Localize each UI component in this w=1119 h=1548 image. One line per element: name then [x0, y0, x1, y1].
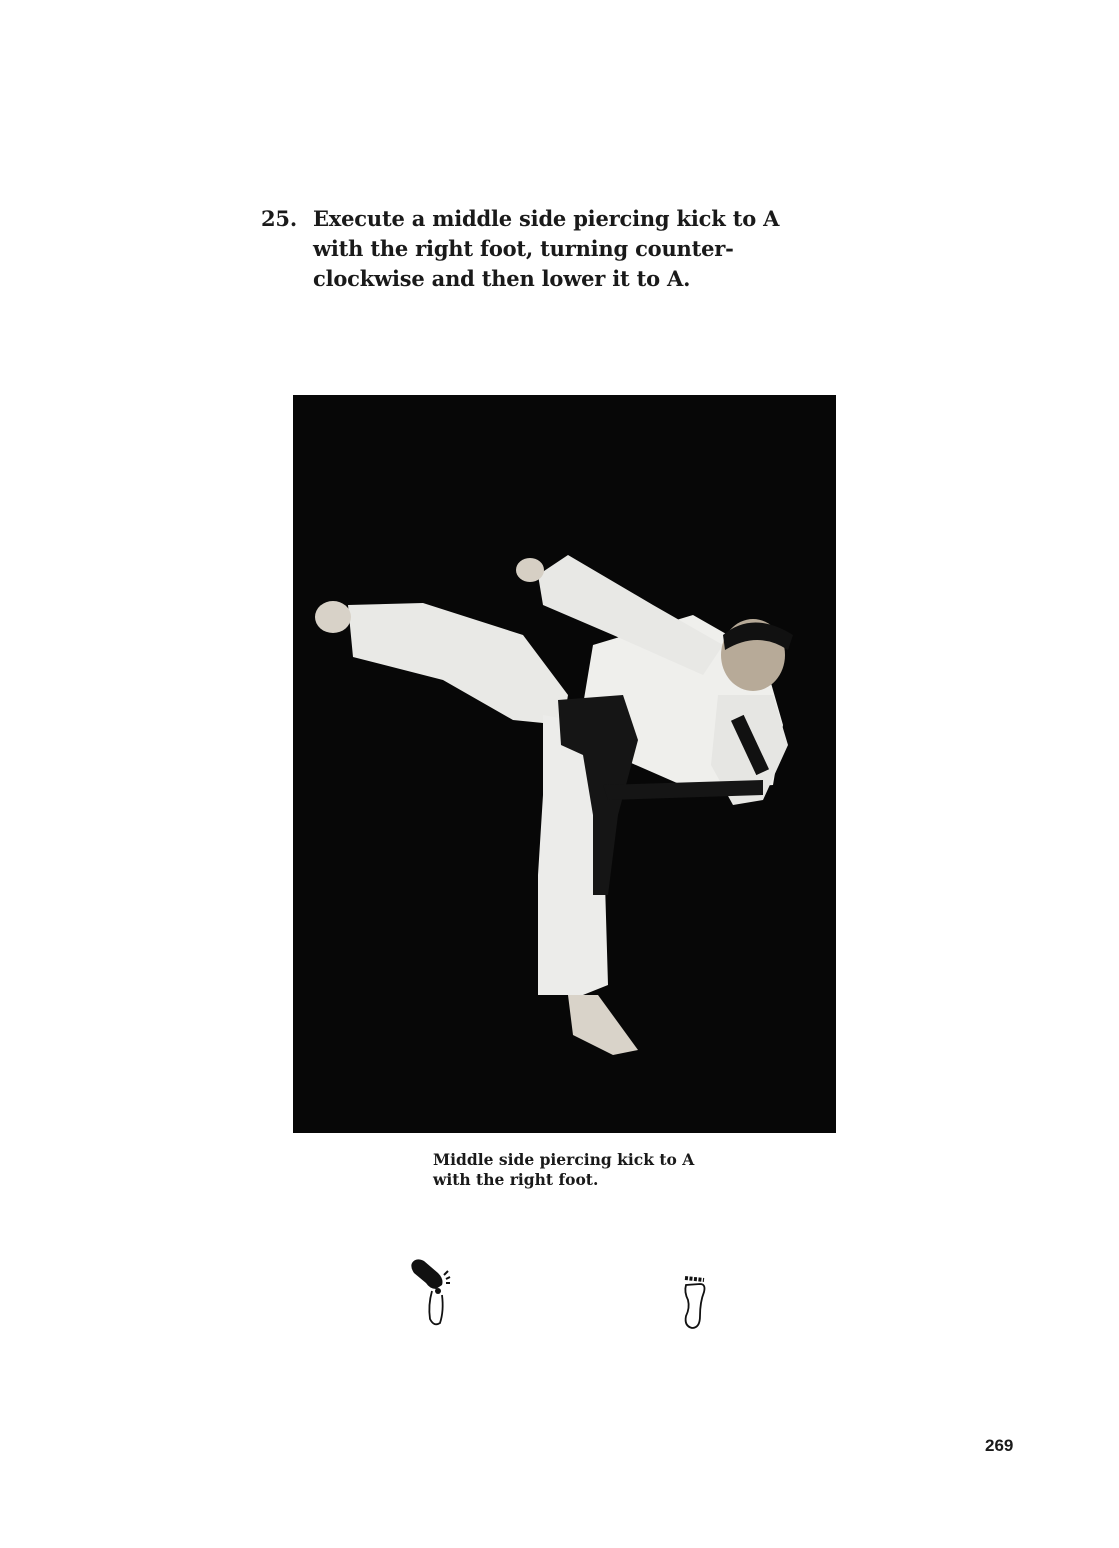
- kick-photo: [293, 395, 836, 1133]
- instruction-paragraph: [261, 204, 841, 294]
- step-number: 25.: [261, 206, 297, 231]
- instruction-text: Execute a middle side piercing kick to A with the right foot, turning counter-clockwise and then lower it to A.: [313, 206, 780, 291]
- caption-line-1: Middle side piercing kick to A: [433, 1150, 695, 1169]
- standing-foot-outline-icon: [680, 1272, 710, 1332]
- page-number: 269: [985, 1436, 1014, 1455]
- photo-caption: [433, 1150, 753, 1190]
- caption-line-2: with the right foot.: [433, 1170, 599, 1189]
- raised-kicking-foot-icon: [408, 1255, 458, 1330]
- martial-artist-figure-icon: [293, 395, 836, 1133]
